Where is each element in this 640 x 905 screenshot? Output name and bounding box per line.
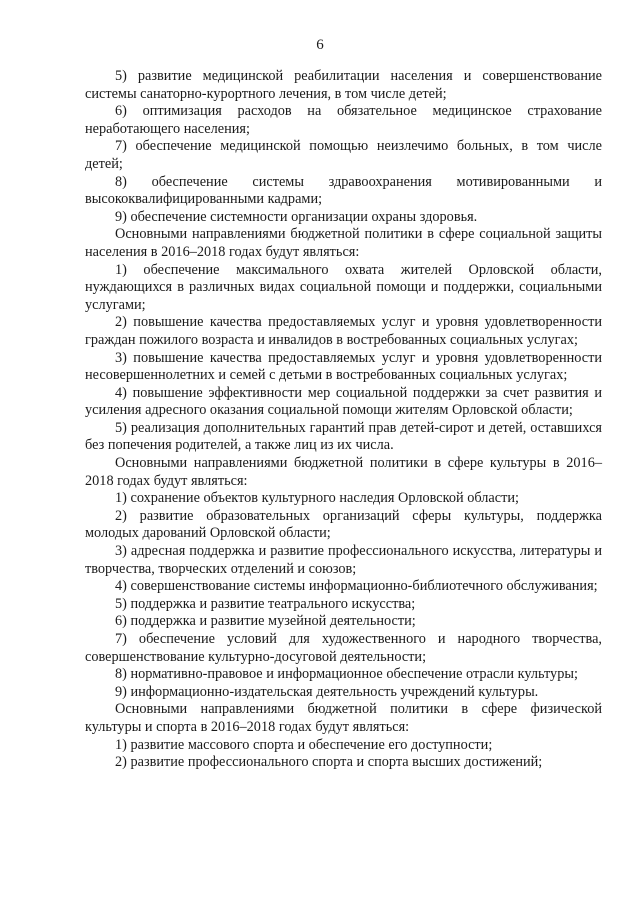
paragraph: 8) обеспечение системы здравоохранения мотивированными и высококвалифицированными кадрами;: [85, 173, 602, 208]
paragraph: 9) информационно-издательская деятельность учреждений культуры.: [115, 683, 539, 700]
section-intro-culture: Основными направлениями бюджетной политики в сфере культуры в 2016–2018 годах будут являться:: [85, 455, 602, 489]
paragraph: 4) повышение эффективности мер социальной поддержки за счет развития и усиления адресного оказания социальной помощи жителям Орловской области;: [85, 384, 602, 419]
paragraph: 2) повышение качества предоставляемых услуг и уровня удовлетворенности граждан пожилого возраста и инвалидов в востребованных социальных услугах;: [85, 314, 602, 348]
paragraph: 5) реализация дополнительных гарантий прав детей-сирот и детей, оставшихся без попечения родителей, а также лиц из их числа.: [85, 419, 602, 454]
paragraph: 5) поддержка и развитие театрального искусства;: [115, 595, 416, 612]
paragraph: 5) развитие медицинской реабилитации населения и совершенствование системы санаторно-курортного лечения, в том числе детей;: [85, 68, 602, 102]
paragraph: 9) обеспечение системности организации охраны здоровья.: [115, 208, 478, 225]
paragraph: 6) оптимизация расходов на обязательное медицинское страхование неработающего населения;: [85, 103, 602, 137]
paragraph: 2) развитие образовательных организаций сферы культуры, поддержка молодых дарований Орловской области;: [85, 507, 602, 542]
paragraph: 1) сохранение объектов культурного наследия Орловской области;: [115, 490, 519, 507]
paragraph: 3) повышение качества предоставляемых услуг и уровня удовлетворенности несовершеннолетних и семей с детьми в востребованных социальных услугах;: [85, 349, 602, 384]
paragraph: 7) обеспечение условий для художественного и народного творчества, совершенствование культурно-досуговой деятельности;: [85, 631, 602, 665]
section-intro-sport: Основными направлениями бюджетной политики в сфере физической культуры и спорта в 2016–2018 годах будут являться:: [85, 701, 602, 735]
paragraph: 3) адресная поддержка и развитие профессионального искусства, литературы и творчества, творческих отделений и союзов;: [85, 543, 602, 577]
paragraph: 4) совершенствование системы информационно-библиотечного обслуживания;: [115, 578, 598, 595]
document-body: [85, 68, 602, 772]
paragraph: 7) обеспечение медицинской помощью неизлечимо больных, в том числе детей;: [85, 138, 602, 172]
section-intro-social: Основными направлениями бюджетной политики в сфере социальной защиты населения в 2016–2018 годах будут являться:: [85, 226, 602, 260]
paragraph: 1) обеспечение максимального охвата жителей Орловской области, нуждающихся в различных видах социальной помощи и поддержки, социальными услугами;: [85, 261, 602, 313]
page-number: 6: [316, 37, 324, 53]
paragraph: 2) развитие профессионального спорта и спорта высших достижений;: [115, 754, 543, 771]
paragraph: 6) поддержка и развитие музейной деятельности;: [115, 613, 416, 630]
paragraph: 8) нормативно-правовое и информационное обеспечение отрасли культуры;: [115, 666, 578, 683]
paragraph: 1) развитие массового спорта и обеспечение его доступности;: [115, 736, 493, 753]
